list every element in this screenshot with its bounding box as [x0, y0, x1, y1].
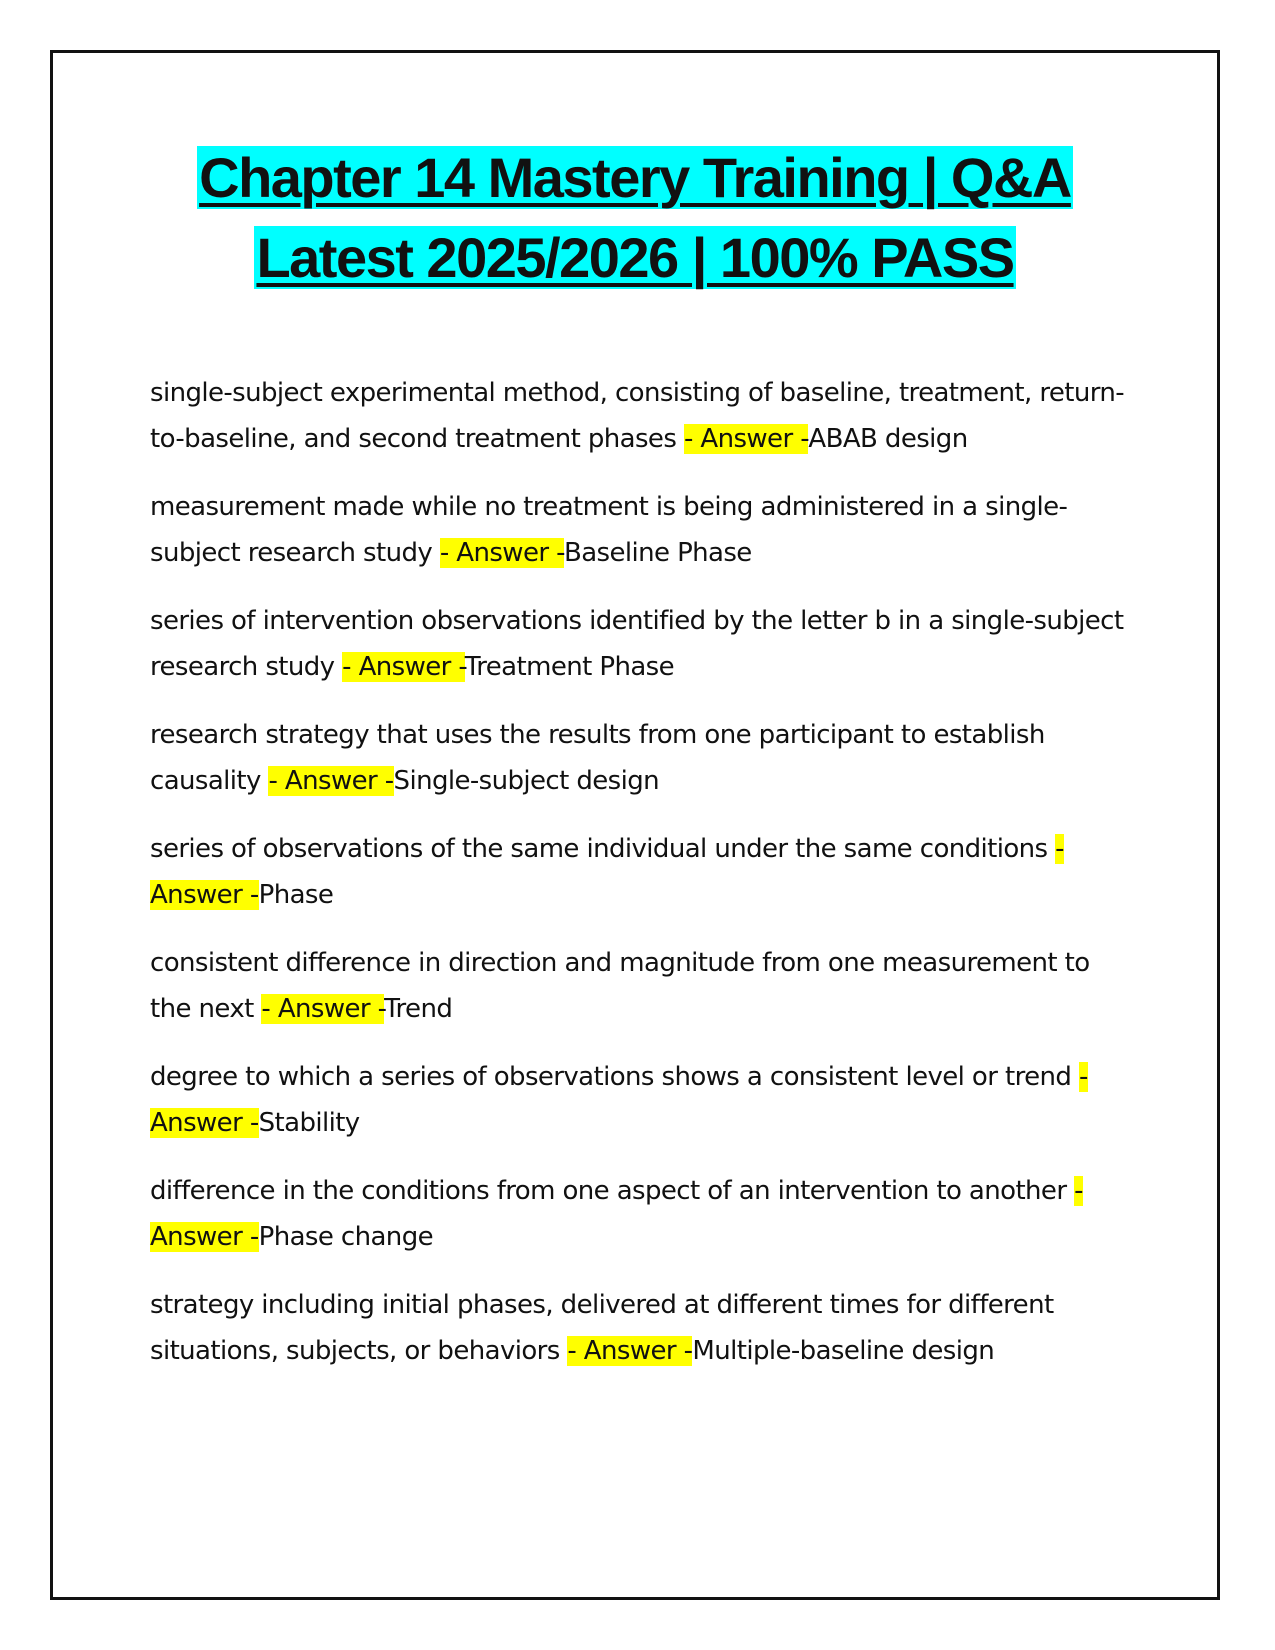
question-text: strategy including initial phases, delivered at different times for different situations, subjects, or behaviors — [150, 1290, 1054, 1366]
qa-list — [150, 370, 1130, 1396]
qa-item — [150, 484, 1130, 576]
answer-text: Phase change — [258, 1222, 433, 1252]
question-text: measurement made while no treatment is being administered in a single-subject research study — [150, 492, 1068, 568]
answer-marker: - Answer - — [268, 766, 394, 796]
qa-item — [150, 1054, 1130, 1146]
answer-text: Stability — [258, 1108, 360, 1138]
question-text: single-subject experimental method, consisting of baseline, treatment, return-to-baseline, and second treatment phases — [150, 378, 1125, 454]
answer-text: Trend — [384, 994, 453, 1024]
question-text: series of observations of the same individual under the same conditions — [150, 834, 1056, 864]
title-line-2: Latest 2025/2026 | 100% PASS — [256, 226, 1014, 289]
answer-marker: - Answer - — [342, 652, 465, 682]
answer-marker: - Answer - — [567, 1336, 693, 1366]
answer-marker: - Answer - — [683, 424, 809, 454]
qa-item — [150, 1282, 1130, 1374]
answer-text: Baseline Phase — [563, 538, 752, 568]
answer-marker: - Answer - — [150, 1176, 1083, 1252]
title-line-1: Chapter 14 Mastery Training | Q&A — [199, 146, 1071, 209]
qa-item — [150, 940, 1130, 1032]
qa-item — [150, 712, 1130, 804]
qa-item — [150, 598, 1130, 690]
qa-item — [150, 826, 1130, 918]
answer-text: Treatment Phase — [464, 652, 674, 682]
question-text: research strategy that uses the results from one participant to establish causality — [150, 720, 1045, 796]
question-text: degree to which a series of observations shows a consistent level or trend — [150, 1062, 1079, 1092]
qa-item — [150, 370, 1130, 462]
qa-item — [150, 1168, 1130, 1260]
answer-marker: - Answer - — [439, 538, 564, 568]
question-text: consistent difference in direction and magnitude from one measurement to the next — [150, 948, 1090, 1024]
question-text: series of intervention observations identified by the letter b in a single-subject research study — [150, 606, 1124, 682]
answer-text: Multiple-baseline design — [692, 1336, 995, 1366]
answer-marker: - Answer - — [261, 994, 385, 1024]
answer-text: ABAB design — [808, 424, 968, 454]
answer-marker: - Answer - — [150, 1062, 1088, 1138]
answer-marker: - Answer - — [150, 834, 1064, 910]
answer-text: Phase — [258, 880, 334, 910]
answer-text: Single-subject design — [393, 766, 660, 796]
question-text: difference in the conditions from one aspect of an intervention to another — [150, 1176, 1075, 1206]
document-title — [53, 138, 1217, 298]
